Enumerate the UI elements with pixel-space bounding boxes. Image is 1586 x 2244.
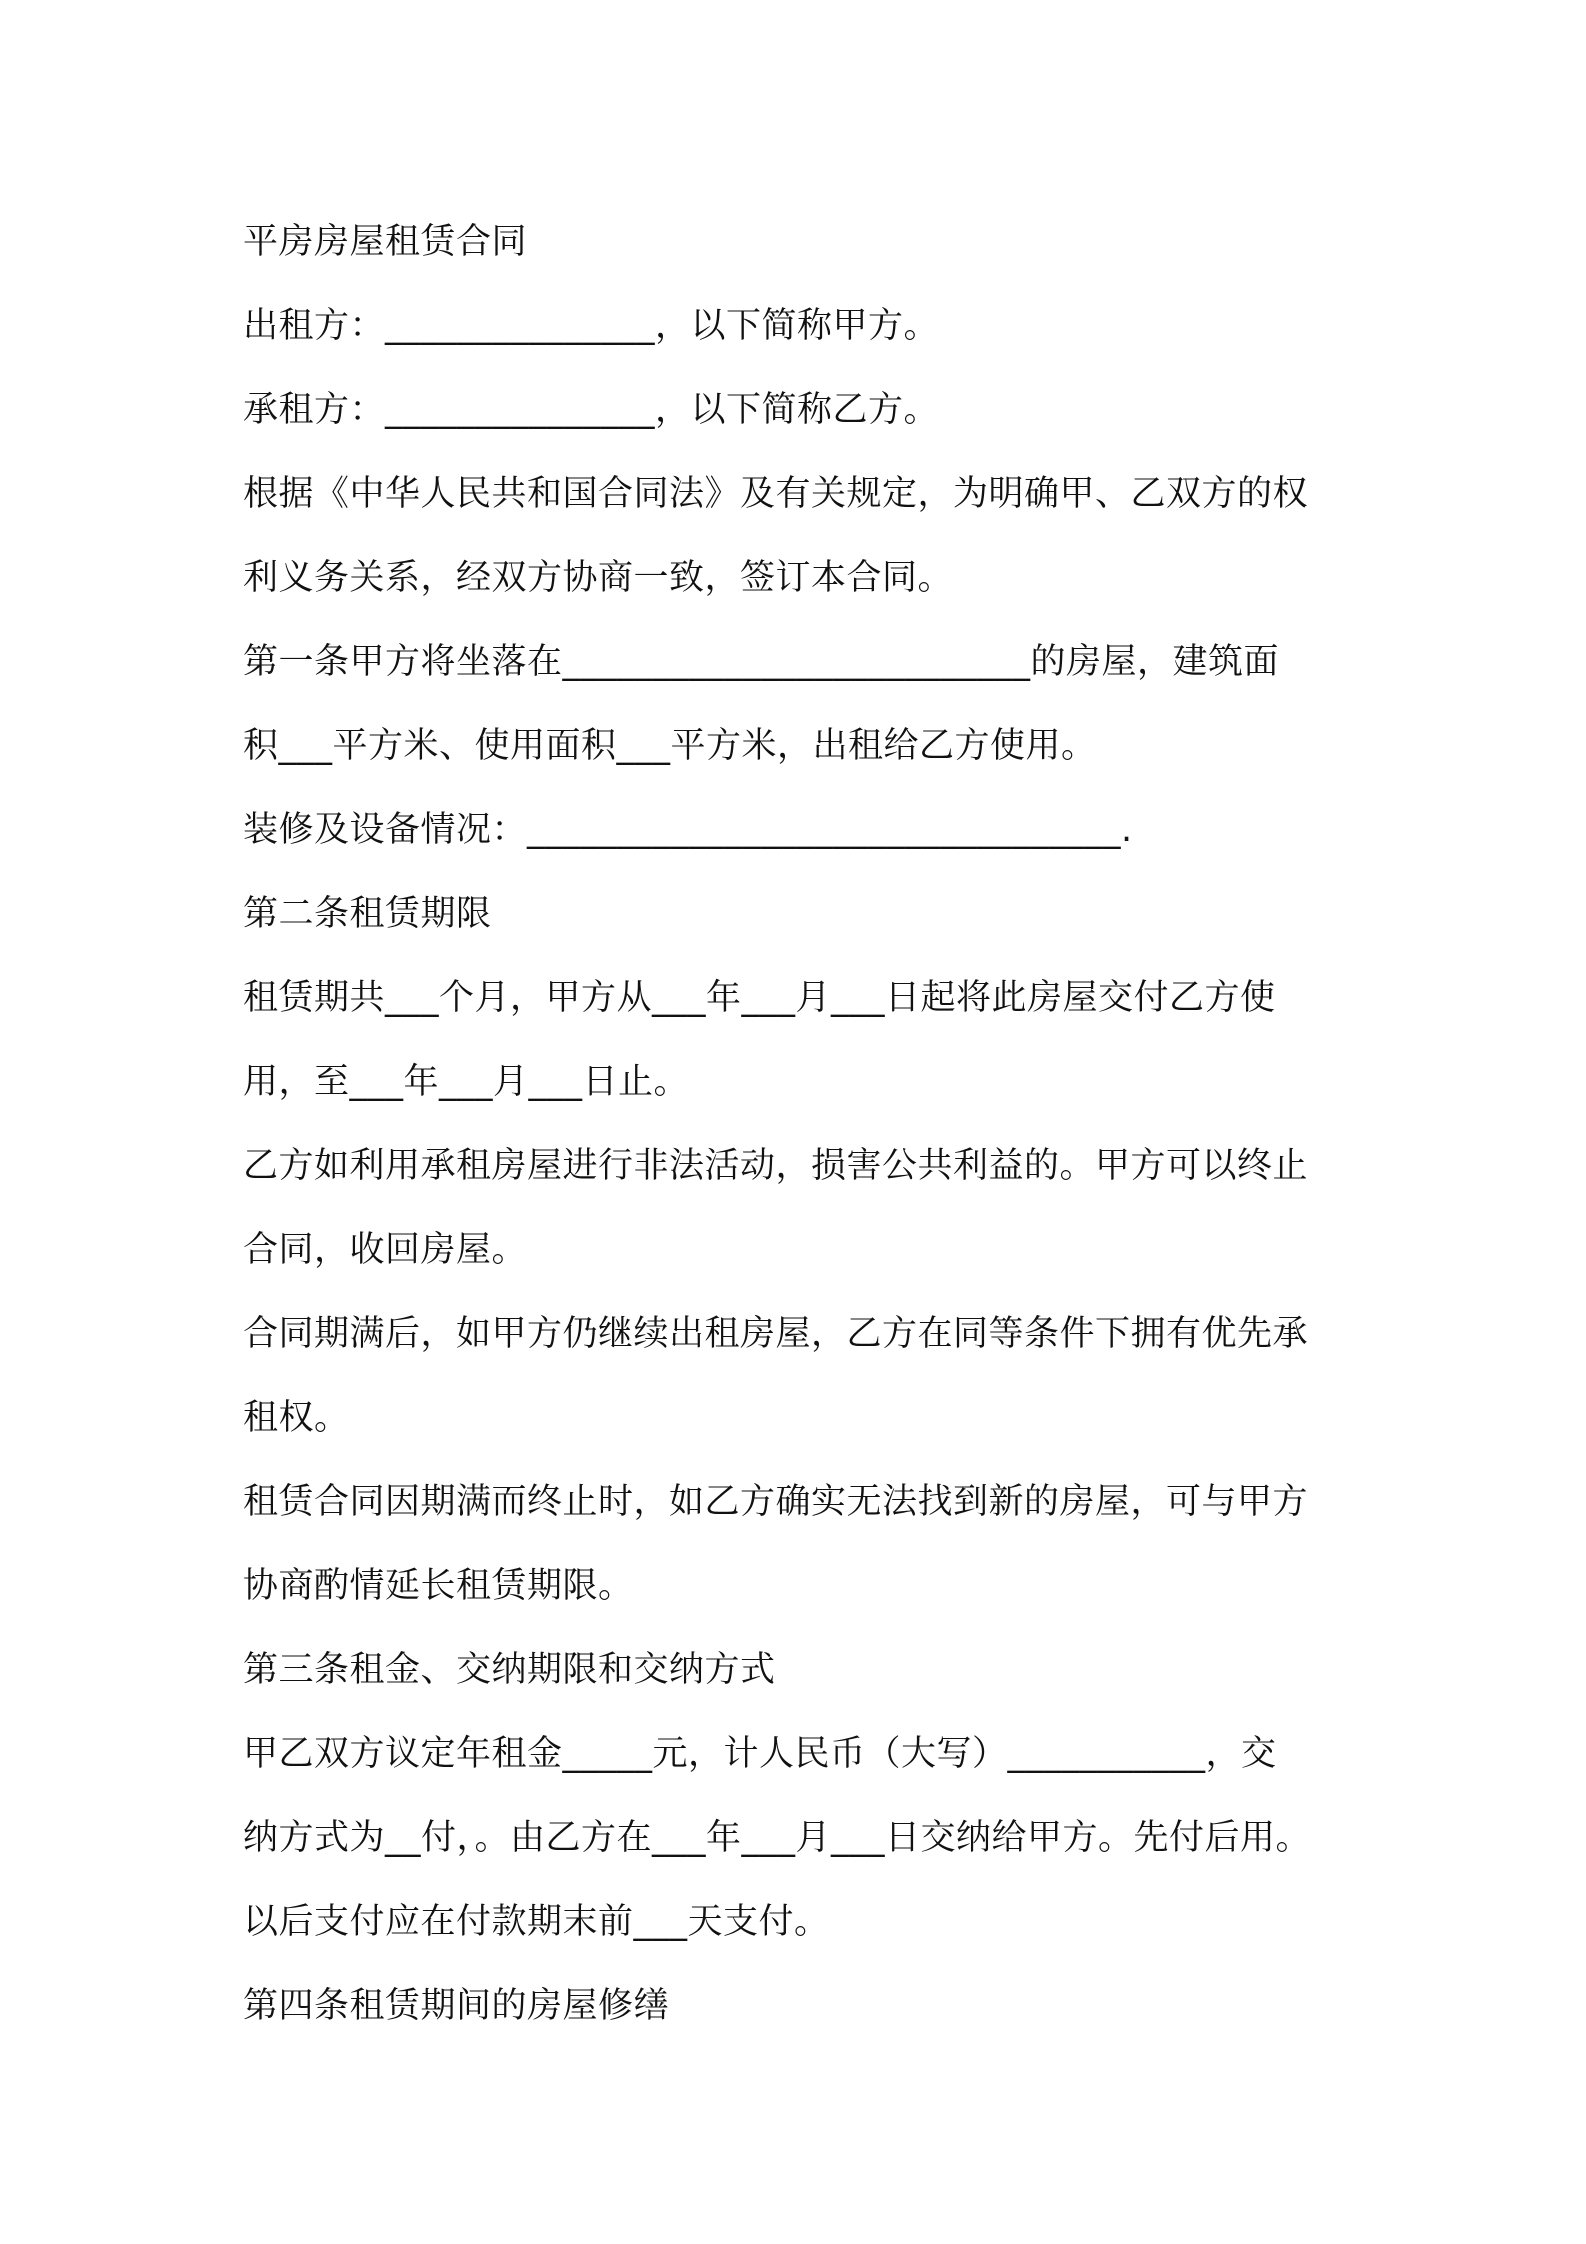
extension-line-1: 租赁合同因期满而终止时，如乙方确实无法找到新的房屋，可与甲方: [243, 1482, 1309, 1522]
rent-line-1: 甲乙双方议定年租金_____元，计人民币（大写）___________，交: [243, 1734, 1277, 1774]
article-1-line-2: 积___平方米、使用面积___平方米，出租给乙方使用。: [243, 726, 1097, 766]
document-title: 平房房屋租赁合同: [243, 222, 528, 262]
article-2-heading: 第二条租赁期限: [243, 894, 492, 934]
article-3-heading: 第三条租金、交纳期限和交纳方式: [243, 1650, 776, 1690]
rent-line-2: 纳方式为__付，。由乙方在___年___月___日交纳给甲方。先付后用。: [243, 1818, 1312, 1858]
illegal-use-line-2: 合同，收回房屋。: [243, 1230, 528, 1270]
priority-line-1: 合同期满后，如甲方仍继续出租房屋，乙方在同等条件下拥有优先承: [243, 1314, 1309, 1354]
article-1-line-1: 第一条甲方将坐落在__________________________的房屋，建筑面: [243, 642, 1280, 682]
lessor-line: 出租方：_______________，以下简称甲方。: [243, 306, 940, 346]
lessee-line: 承租方：_______________，以下简称乙方。: [243, 390, 940, 430]
priority-line-2: 租权。: [243, 1398, 350, 1438]
contract-body: [243, 200, 1353, 2048]
rent-line-3: 以后支付应在付款期末前___天支付。: [243, 1902, 830, 1942]
preamble-line-2: 利义务关系，经双方协商一致，签订本合同。: [243, 558, 954, 598]
extension-line-2: 协商酌情延长租赁期限。: [243, 1566, 634, 1606]
lease-term-line-2: 用，至___年___月___日止。: [243, 1062, 690, 1102]
article-4-heading: 第四条租赁期间的房屋修缮: [243, 1986, 670, 2026]
decoration-line: 装修及设备情况：_________________________________.: [243, 810, 1133, 850]
preamble-line-1: 根据《中华人民共和国合同法》及有关规定，为明确甲、乙双方的权: [243, 474, 1309, 514]
lease-term-line-1: 租赁期共___个月，甲方从___年___月___日起将此房屋交付乙方使: [243, 978, 1276, 1018]
illegal-use-line-1: 乙方如利用承租房屋进行非法活动，损害公共利益的。甲方可以终止: [243, 1146, 1309, 1186]
